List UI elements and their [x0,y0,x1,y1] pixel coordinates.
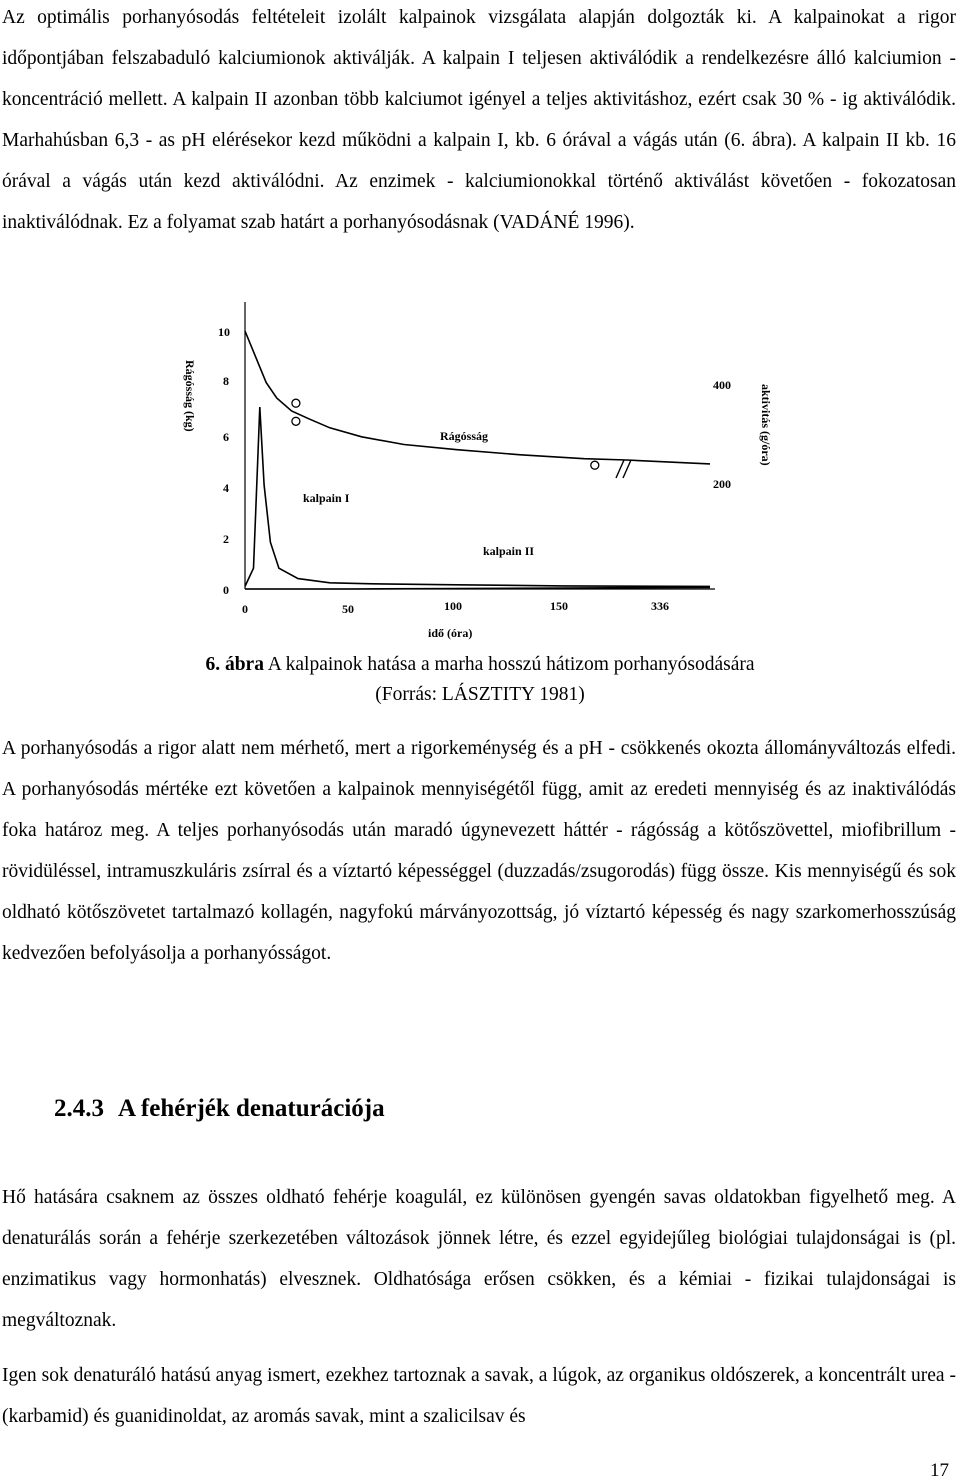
caption-source: (Forrás: LÁSZTITY 1981) [375,684,585,705]
paragraph-tenderness: A porhanyósodás a rigor alatt nem mérhető, mert a rigorkeménység és a pH - csökkenés okozta állományváltozás elfedi. A porhanyósodás mértéke ezt követően a kalpainok mennyiségétől függ, amit az eredeti mennyiség és az inaktiválódás foka határoz meg. A teljes porhanyósodás után maradó úgynevezett háttér - rágósság a kötőszövettel, miofibrillum - rövidüléssel, intramuszkuláris zsírral és a víztartó képességgel (duzzadás/zsugorodás) függ össze. Kis mennyiségű és sok oldható kötőszövetet tartalmazó kollagén, nagyfokú márványozottság, jó víztartó képesség és nagy szarkomerhosszúság kedvezően befolyásolja a porhanyósságot. [2,738,956,964]
chart-svg [170,292,790,647]
caption-line [0,650,960,680]
y-axis-label: Rágósság (kg) [183,360,197,432]
series-label-kalpain-1: kalpain I [303,491,350,505]
paragraph-intro: Az optimális porhanyósodás feltételeit izolált kalpainok vizsgálata alapján dolgozták ki. A kalpainokat a rigor időpontjában felszabaduló kalciumionok aktiválják. A kalpain I teljesen aktiválódik a rendelkezésre álló kalciumion - koncentráció mellett. A kalpain II azonban több kalciumot igényel a teljes aktivitáshoz, ezért csak 30 % - ig aktiválódik. Marhahúsban 6,3 - as pH elérésekor kezd működni a kalpain I, kb. 6 órával a vágás után (6. ábra). A kalpain II kb. 16 órával a vágás után kezd aktiválódni. Az enzimek - kalciumionokkal történő aktiválást követően - fokozatosan inaktiválódnak. Ez a folyamat szab határt a porhanyósodásnak (VADÁNÉ 1996). [2,7,956,233]
axis-break-mark [616,460,631,478]
y-tick-label: 2 [223,532,229,546]
paragraph-denaturing-agents: Igen sok denaturáló hatású anyag ismert, ezekhez tartoznak a savak, a lúgok, az organikus oldószerek, a koncentrált urea - (karbamid) és guanidinoldat, az aromás savak, mint a szalicilsav és [2,1365,956,1427]
series-label-kalpain-2: kalpain II [483,544,535,558]
caption-label: 6. ábra [205,654,264,675]
caption-text: A kalpainok hatása a marha hosszú hátizom porhanyósodására [263,654,755,675]
data-point-marker [292,417,300,425]
y-tick-label: 8 [223,374,229,388]
section-number: 2.4.3 [54,1095,104,1122]
x-tick-label: 150 [550,599,568,613]
figure-caption [0,650,960,710]
data-point-marker [591,461,599,469]
section-title: A fehérjék denaturációja [118,1095,385,1122]
y-tick-label: 10 [218,325,230,339]
y2-tick-label: 200 [713,477,731,491]
y2-axis-label: aktivitás (g/óra) [759,384,773,466]
y-tick-label: 6 [223,430,229,444]
section-heading [54,1095,385,1123]
y-tick-label: 0 [223,583,229,597]
x-tick-label: 100 [444,599,462,613]
series-label-ragossag: Rágósság [440,429,489,443]
y2-tick-label: 400 [713,378,731,392]
page-number: 17 [930,1460,949,1481]
data-point-marker [292,399,300,407]
figure-calpain-chart [170,292,790,647]
x-tick-label: 50 [342,602,354,616]
y-tick-label: 4 [223,481,229,495]
paragraph-denaturation: Hő hatására csaknem az összes oldható fehérje koagulál, ez különösen gyengén savas oldatokban figyelhető meg. A denaturálás során a fehérje szerkezetében változások jönnek létre, és ezzel egyidejűleg biológiai tulajdonságai is (pl. enzimatikus vagy hormonhatás) elvesznek. Oldhatósága erősen csökken, és a kémiai - fizikai tulajdonságai is megváltoznak. [2,1187,956,1331]
x-tick-label: 0 [242,602,248,616]
x-axis-label: idő (óra) [428,626,473,640]
x-tick-label: 336 [651,599,669,613]
series-line-ragossag [245,331,710,464]
